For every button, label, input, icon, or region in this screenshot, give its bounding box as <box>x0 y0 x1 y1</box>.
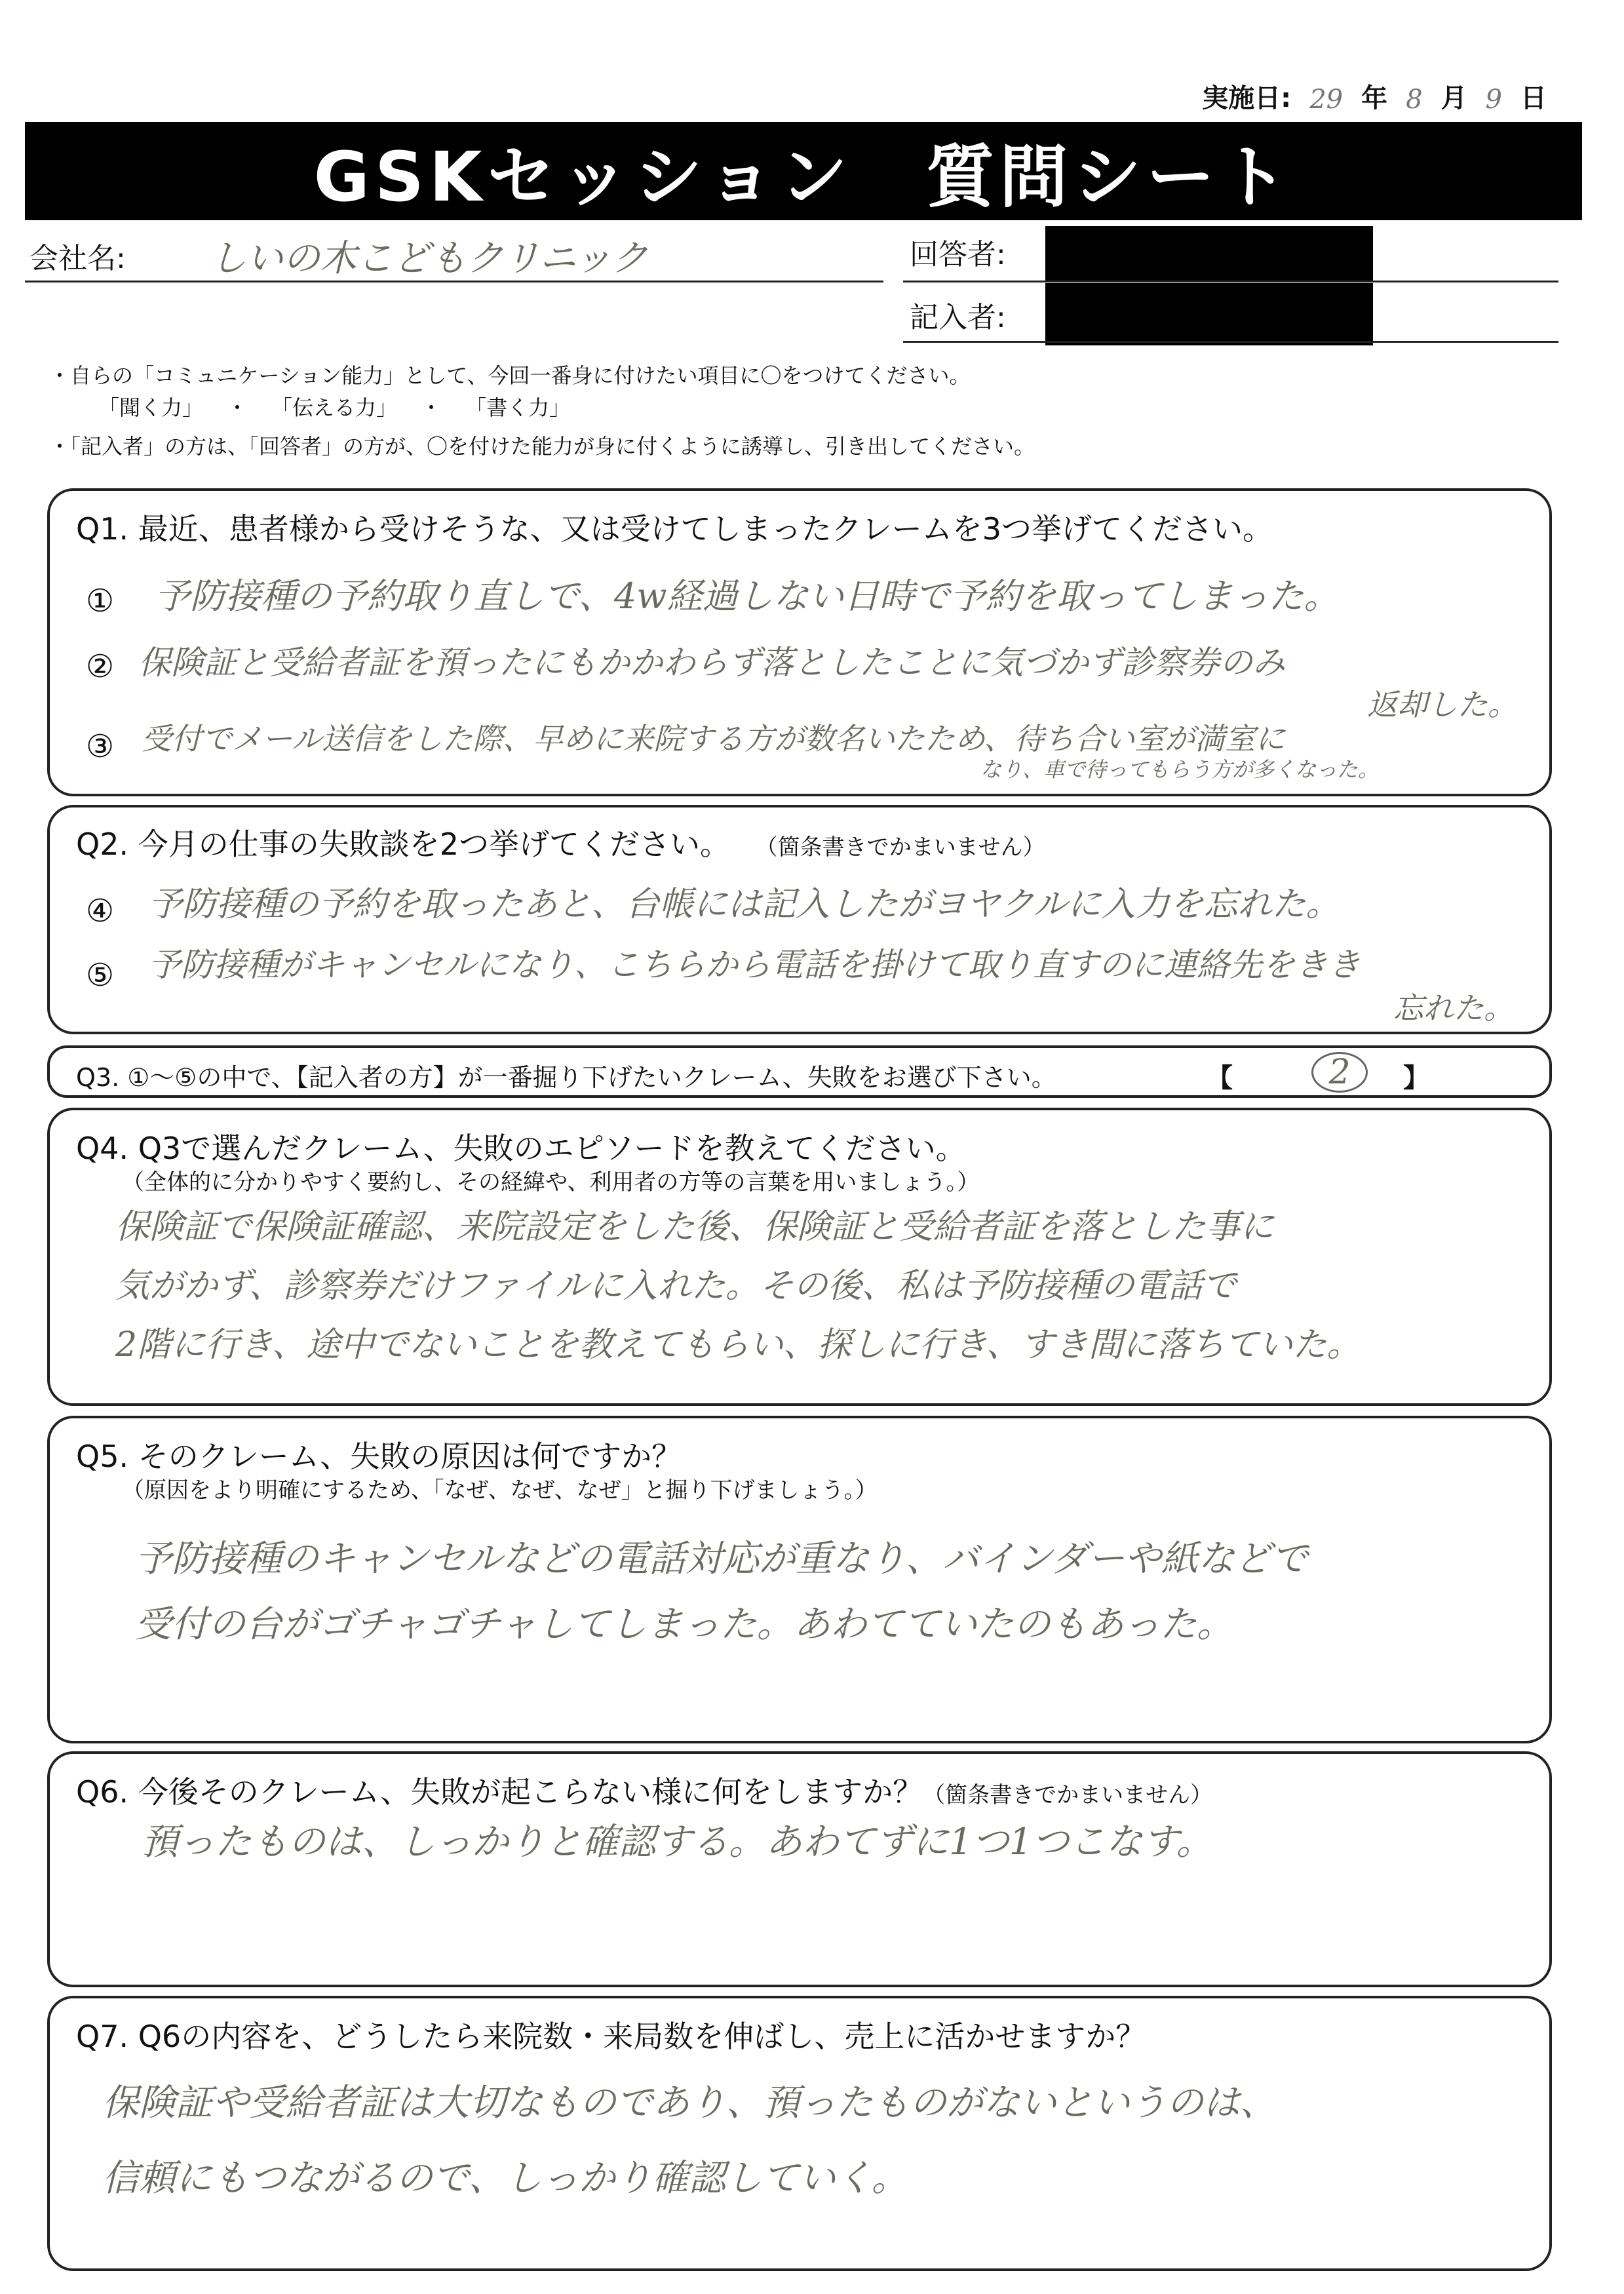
q5-answer-line-2: 受付の台がゴチャゴチャしてしまった。あわてていたのもあった。 <box>135 1603 1234 1646</box>
q5-question: Q5. そのクレーム、失敗の原因は何ですか？ <box>76 1439 682 1474</box>
q1-item-3-answer: 受付でメール送信をした際、早めに来院する方が数名いたため、待ち合い室が満室に <box>142 721 1286 756</box>
q3-answer: 2 <box>1311 1052 1368 1093</box>
q5-box <box>47 1416 1552 1743</box>
instruction-line-2: ・「記入者」の方は、「回答者」の方が、〇を付けた能力が身に付くように誘導し、引き出してください。 <box>49 434 1035 459</box>
q1-question: Q1. 最近、患者様から受けそうな、又は受けてしまったクレームを3つ挙げてください。 <box>76 511 1273 547</box>
q1-item-3-num: ③ <box>86 728 115 765</box>
q3-bracket-open: 【 <box>1207 1063 1233 1093</box>
q1-item-2-answer-cont: 返却した。 <box>1367 687 1518 722</box>
q6-question <box>76 1768 1212 1812</box>
company-label: 会社名: <box>29 242 126 275</box>
option-write: 「書く力」 <box>465 395 571 420</box>
q4-answer-line-1: 保険証で保険証確認、来院設定をした後、保険証と受給者証を落とした事に <box>115 1207 1275 1247</box>
company-value: しいの木こどもクリニック <box>210 237 648 280</box>
recorder-redaction <box>1045 283 1373 345</box>
q2-item-4-num: ④ <box>86 893 115 929</box>
year-label: 年 <box>1361 83 1388 113</box>
q1-item-2-answer: 保険証と受給者証を預ったにもかかわらず落としたことに気づかず診察券のみ <box>138 644 1285 682</box>
q1-box <box>47 488 1552 796</box>
q2-item-5-answer-cont: 忘れた。 <box>1393 990 1514 1026</box>
recorder-underline <box>903 341 1558 343</box>
q1-item-2-num: ② <box>86 648 115 685</box>
recorder-label: 記入者: <box>910 301 1006 334</box>
q7-box <box>47 1996 1552 2271</box>
option-separator: ・ <box>421 395 442 420</box>
page-title: GSKセッション 質問シート <box>25 122 1582 220</box>
q2-box <box>47 805 1552 1034</box>
q1-item-1-num: ① <box>86 583 115 619</box>
day-label: 日 <box>1520 83 1547 113</box>
day-value: 9 <box>1485 85 1502 115</box>
q7-question: Q7. Q6の内容を、どうしたら来院数・来局数を伸ばし、売上に活かせますか？ <box>76 2019 1146 2054</box>
option-convey: 「伝える力」 <box>271 395 398 420</box>
company-underline <box>25 281 883 282</box>
q2-item-4-answer: 予防接種の予約を取ったあと、台帳には記入したがヨヤクルに入力を忘れた。 <box>148 885 1340 924</box>
q4-question: Q4. Q3で選んだクレーム、失敗のエピソードを教えてください。 <box>76 1131 966 1166</box>
respondent-redaction <box>1045 226 1373 282</box>
respondent-label: 回答者: <box>910 238 1006 271</box>
q7-answer-line-1: 保険証や受給者証は大切なものであり、預ったものがないというのは、 <box>102 2082 1277 2124</box>
option-listen: 「聞く力」 <box>98 395 204 420</box>
q5-answer-line-1: 予防接種のキャンセルなどの電話対応が重なり、バインダーや紙などで <box>135 1538 1308 1580</box>
month-value: 8 <box>1406 85 1423 115</box>
q3-question: Q3. ①～⑤の中で、【記入者の方】が一番掘り下げたいクレーム、失敗をお選び下さい。 <box>76 1063 1056 1092</box>
q2-note: （箇条書きでかまいません） <box>755 834 1045 861</box>
q1-item-1-answer: 予防接種の予約取り直しで、4w経過しない日時で予約を取ってしまった。 <box>155 575 1340 617</box>
q6-note: （箇条書きでかまいません） <box>923 1782 1213 1808</box>
q2-question <box>76 821 1045 864</box>
date-label: 実施日: <box>1202 83 1292 113</box>
option-separator: ・ <box>227 395 248 420</box>
q3-box <box>47 1045 1552 1098</box>
q2-item-5-num: ⑤ <box>86 957 115 994</box>
q2-question-text: Q2. 今月の仕事の失敗談を2つ挙げてください。 <box>76 826 730 862</box>
q4-note: （全体的に分かりやすく要約し、その経緯や、利用者の方等の言葉を用いましょう。） <box>122 1169 980 1196</box>
q2-item-5-answer: 予防接種がキャンセルになり、こちらから電話を掛けて取り直すのに連絡先をきき <box>148 946 1361 984</box>
q1-item-3-answer-cont: なり、車で待ってもらう方が多くなった。 <box>980 757 1380 782</box>
month-label: 月 <box>1440 83 1467 113</box>
instruction-line-1: ・自らの「コミュニケーション能力」として、今回一番身に付けたい項目に〇をつけてください。 <box>49 363 971 388</box>
respondent-underline <box>903 281 1558 282</box>
q6-answer-line-1: 預ったものは、しっかりと確認する。あわてずに1つ1つこなす。 <box>142 1821 1213 1863</box>
q6-question-text: Q6. 今後そのクレーム、失敗が起こらない様に何をしますか？ <box>76 1774 923 1810</box>
ability-options <box>98 391 570 421</box>
q6-box <box>47 1751 1552 1987</box>
q3-bracket-close: 】 <box>1403 1063 1429 1093</box>
q5-note: （原因をより明確にするため、「なぜ、なぜ、なぜ」と掘り下げましょう。） <box>122 1477 878 1504</box>
q7-answer-line-2: 信頼にもつながるので、しっかり確認していく。 <box>102 2157 908 2200</box>
q4-box <box>47 1108 1552 1406</box>
year-value: 29 <box>1309 85 1344 115</box>
q4-answer-line-3: 2階に行き、途中でないことを教えてもらい、探しに行き、すき間に落ちていた。 <box>115 1325 1361 1365</box>
date-row <box>1202 77 1547 115</box>
q4-answer-line-2: 気がかず、診察券だけファイルに入れた。その後、私は予防接種の電話で <box>115 1266 1237 1306</box>
